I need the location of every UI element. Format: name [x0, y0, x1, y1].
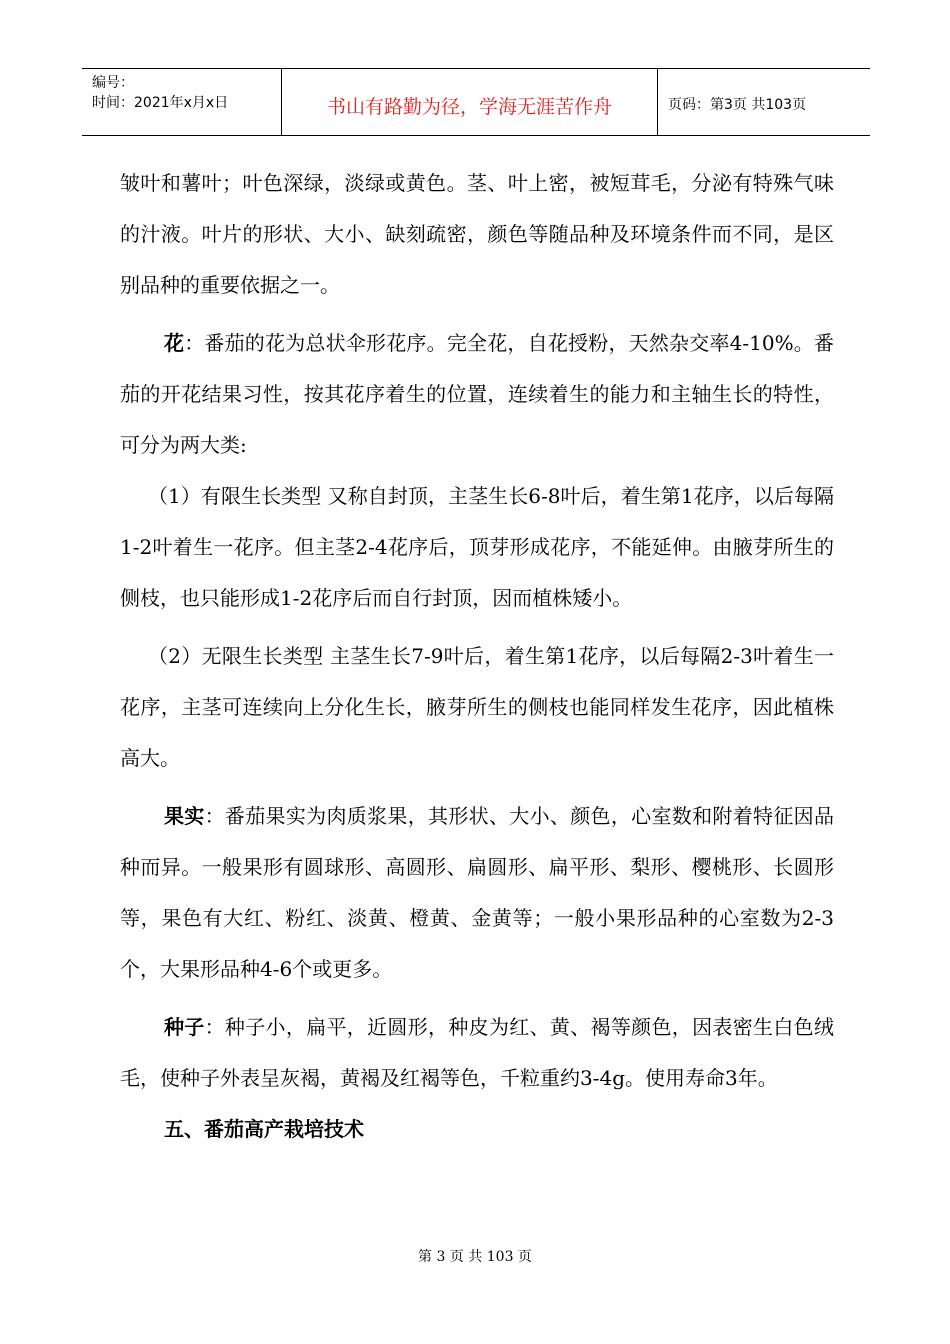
flower-heading: 花 — [164, 331, 185, 355]
document-body — [120, 158, 834, 1155]
header-motto: 书山有路勤为径，学海无涯苦作舟 — [282, 69, 658, 135]
section-title: 五、番茄高产栽培技术 — [164, 1117, 364, 1141]
fruit-text: ：番茄果实为肉质浆果，其形状、大小、颜色，心室数和附着特征因品种而异。一般果形有圆球形、高圆形、扁圆形、扁平形、梨形、樱桃形、长圆形等，果色有大红、粉红、淡黄、橙黄、金黄等；一般小果形品种的心室数为2-3个，大果形品种4-6个或更多。 — [120, 804, 834, 981]
seed-heading: 种子 — [164, 1015, 205, 1039]
header-meta — [82, 69, 282, 135]
page-header — [82, 68, 870, 136]
paragraph-seed — [120, 1002, 834, 1104]
paragraph-indeterminate-type: （2）无限生长类型 主茎生长7-9叶后，着生第1花序，以后每隔2-3叶着生一花序，主茎可连续向上分化生长，腋芽所生的侧枝也能同样发生花序，因此植株高大。 — [120, 644, 834, 770]
paragraph-leaf: 皱叶和薯叶；叶色深绿，淡绿或黄色。茎、叶上密，被短茸毛，分泌有特殊气味的汁液。叶片的形状、大小、缺刻疏密，颜色等随品种及环境条件而不同，是区别品种的重要依据之一。 — [120, 171, 834, 297]
fruit-heading: 果实 — [164, 804, 205, 828]
flower-text: ：番茄的花为总状伞形花序。完全花，自花授粉，天然杂交率4-10%。番茄的开花结果习性，按其花序着生的位置，连续着生的能力和主轴生长的特性，可分为两大类: — [120, 331, 834, 457]
paragraph-fruit — [120, 791, 834, 995]
paragraph-flower — [120, 318, 834, 471]
paragraph-determinate-type: （1）有限生长类型 又称自封顶，主茎生长6-8叶后，着生第1花序，以后每隔1-2叶着生一花序。但主茎2-4花序后，顶芽形成花序，不能延伸。由腋芽所生的侧枝，也只能形成1-2花序后而自行封顶，因而植株矮小。 — [120, 484, 834, 610]
header-page-label: 页码：第3页 共103页 — [668, 97, 807, 113]
seed-text: ：种子小，扁平，近圆形，种皮为红、黄、褐等颜色，因表密生白色绒毛，使种子外表呈灰褐，黄褐及红褐等色，千粒重约3-4g。使用寿命3年。 — [120, 1015, 834, 1090]
document-time-label: 时间：2021年x月x日 — [92, 95, 229, 111]
page-footer: 第 3 页 共 103 页 — [418, 1249, 532, 1265]
document-number-label: 编号： — [92, 75, 134, 91]
